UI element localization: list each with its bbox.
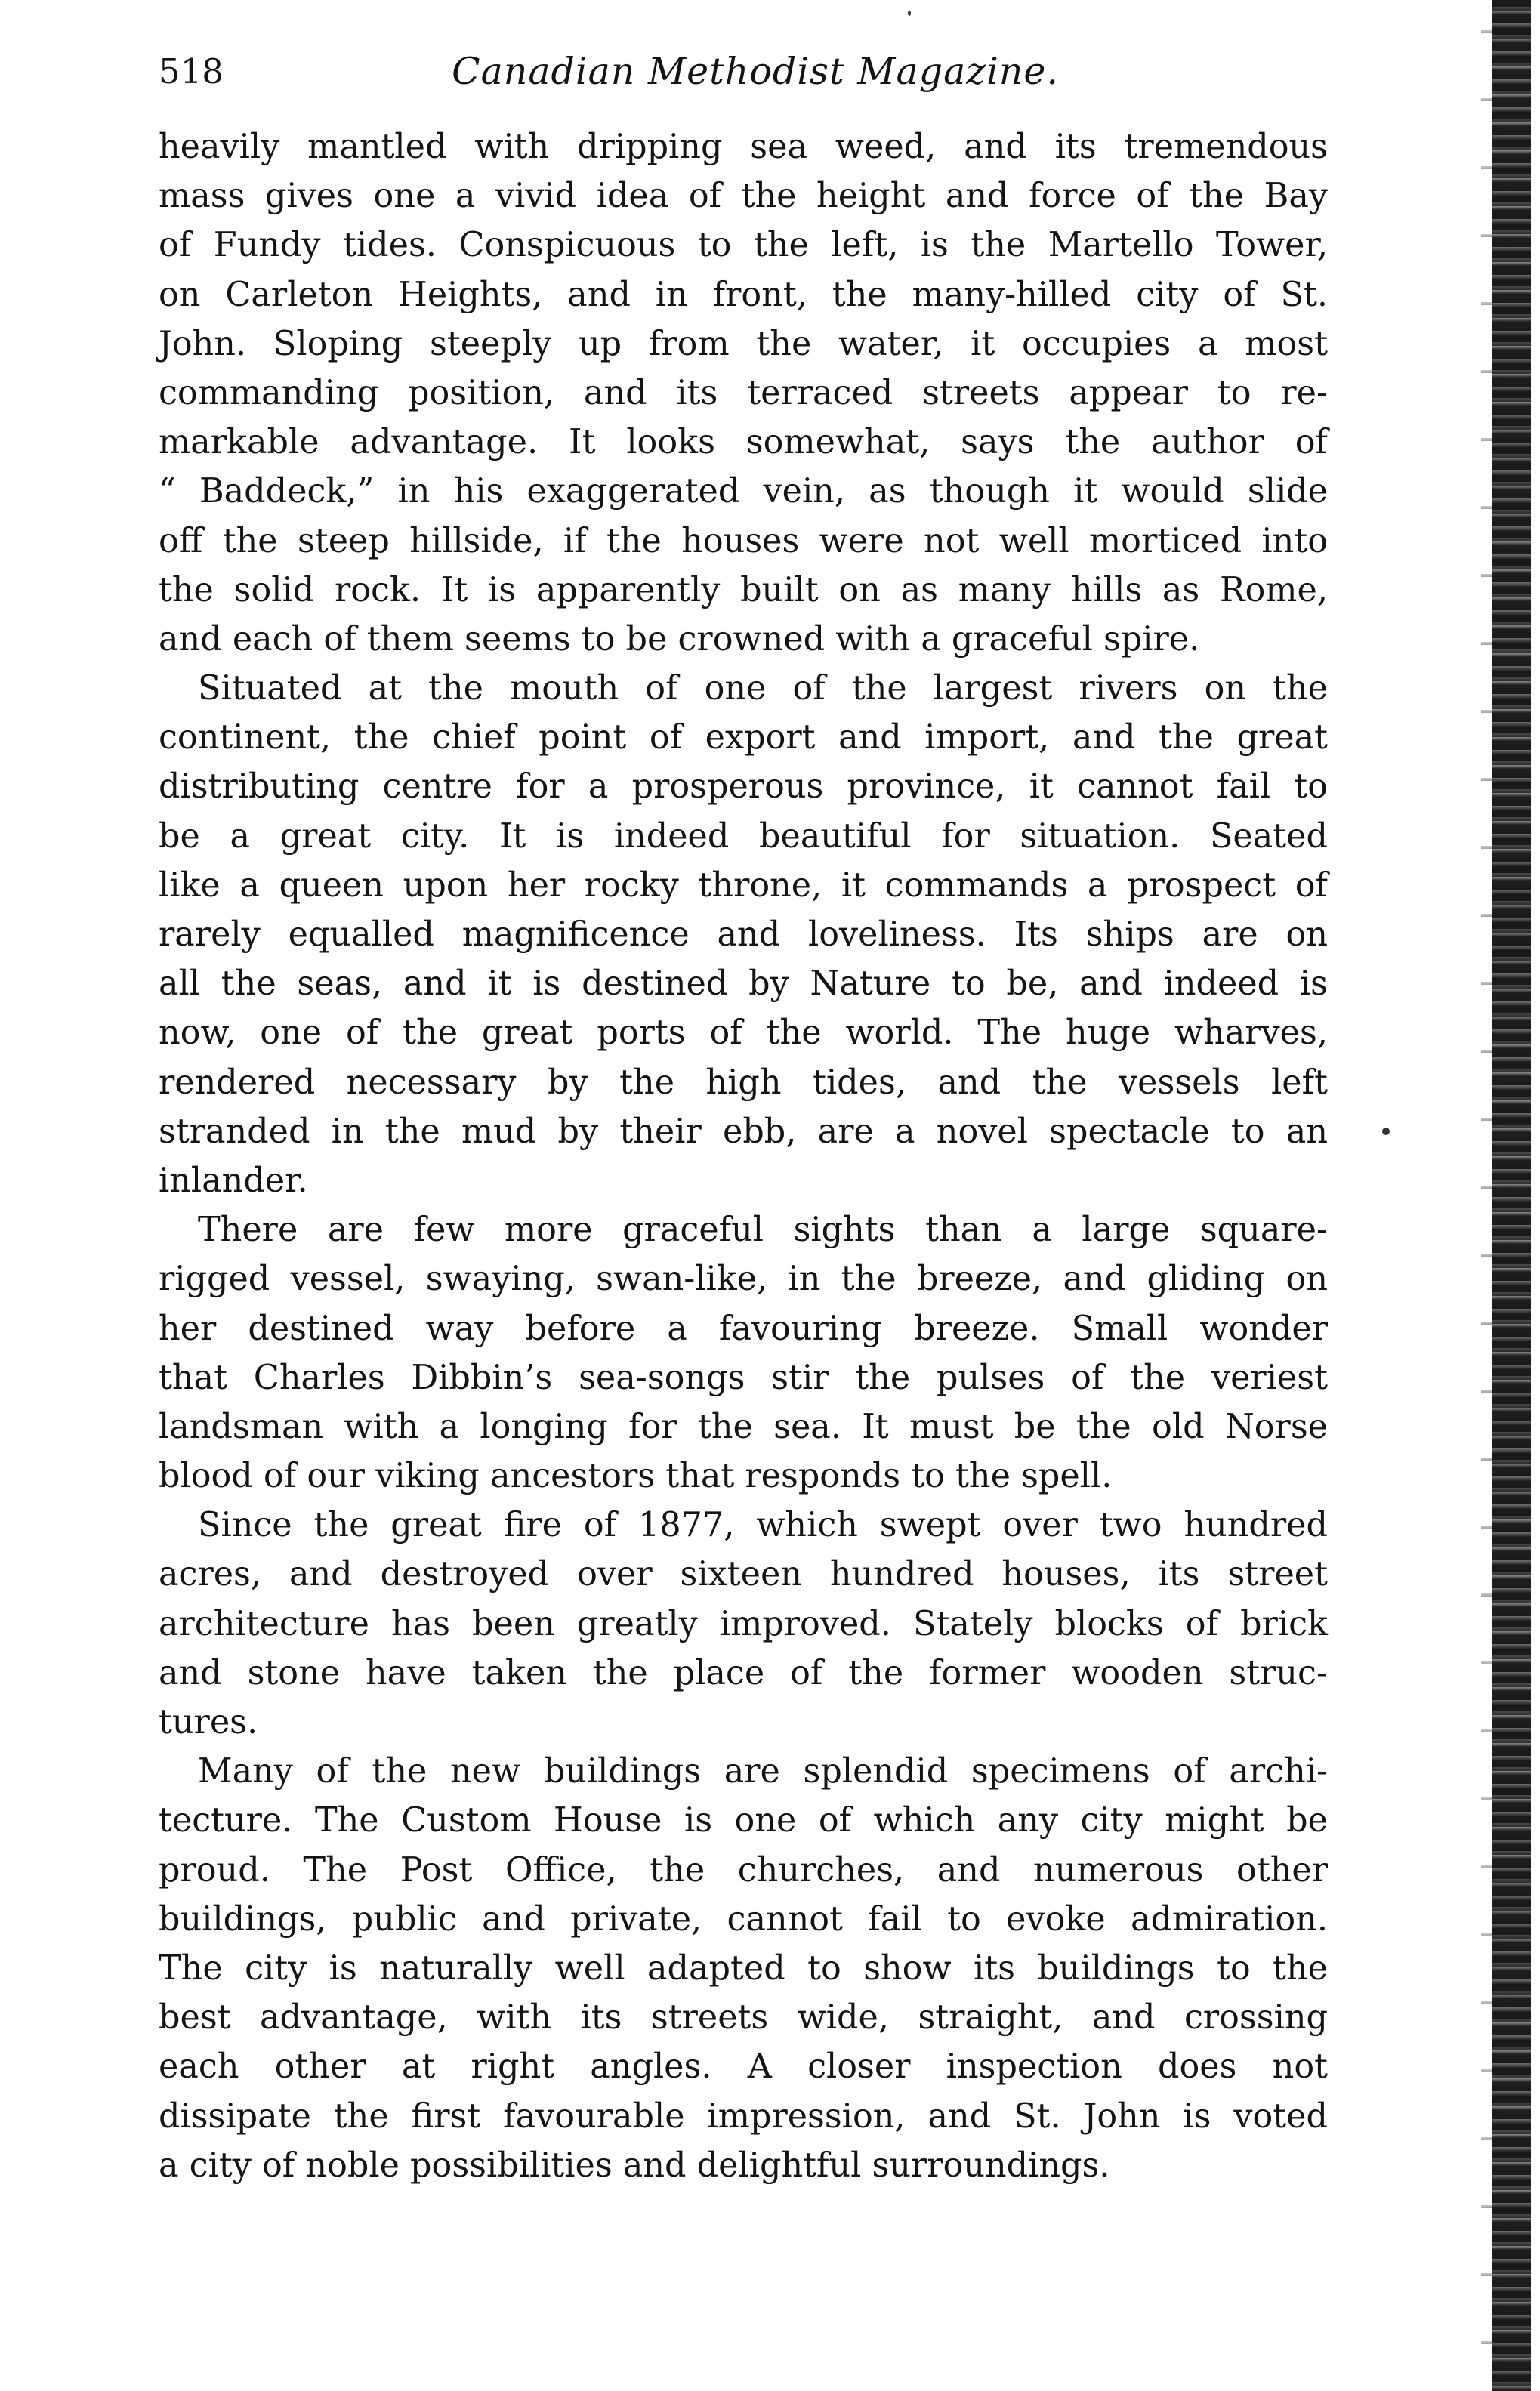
text-line: rendered necessary by the high tides, and the vessels left: [159, 1063, 1328, 1102]
text-line: the solid rock. It is apparently built on as many hills as Rome,: [159, 570, 1328, 609]
text-line: mass gives one a vivid idea of the height and force of the Bay: [159, 177, 1328, 216]
body-text: [159, 122, 1328, 2190]
text-line: that Charles Dibbin’s sea-songs stir the pulses of the veriest: [159, 1358, 1328, 1397]
text-line: heavily mantled with dripping sea weed, and its tremendous: [159, 128, 1328, 166]
text-line: architecture has been greatly improved. Stately blocks of brick: [159, 1604, 1328, 1643]
ink-speck: [1382, 1128, 1390, 1135]
page-number: 518: [159, 51, 224, 91]
text-line: stranded in the mud by their ebb, are a novel spectacle to an: [159, 1112, 1328, 1151]
text-line: all the seas, and it is destined by Nature to be, and indeed is: [159, 964, 1328, 1004]
running-title: Canadian Methodist Magazine.: [452, 50, 1059, 93]
text-line: and each of them seems to be crowned with a graceful spire.: [159, 619, 1200, 659]
text-line: tures.: [159, 1703, 258, 1742]
text-line: like a queen upon her rocky throne, it commands a prospect of: [159, 865, 1328, 905]
text-line: and stone have taken the place of the former wooden struc-: [159, 1653, 1328, 1692]
text-line: John. Sloping steeply up from the water, it occupies a most: [159, 324, 1328, 363]
text-line: inlander.: [159, 1161, 308, 1200]
text-line: markable advantage. It looks somewhat, says the author of: [159, 423, 1328, 462]
text-line: distributing centre for a prosperous province, it cannot fail to: [159, 767, 1328, 807]
text-line: now, one of the great ports of the world. The huge wharves,: [159, 1013, 1328, 1053]
text-line: Situated at the mouth of one of the largest rivers on the: [198, 669, 1328, 708]
text-line: rigged vessel, swaying, swan-like, in the breeze, and gliding on: [159, 1260, 1328, 1299]
text-line: “ Baddeck,” in his exaggerated vein, as though it would slide: [159, 472, 1328, 511]
text-line: on Carleton Heights, and in front, the many-hilled city of St.: [159, 275, 1328, 314]
text-line: continent, the chief point of export and import, and the great: [159, 718, 1328, 757]
text-line: blood of our viking ancestors that responds to the spell.: [159, 1457, 1113, 1496]
text-line: best advantage, with its streets wide, straight, and crossing: [159, 1998, 1328, 2038]
text-line: acres, and destroyed over sixteen hundred houses, its street: [159, 1555, 1328, 1594]
page-header: [159, 45, 1352, 98]
text-line: of Fundy tides. Conspicuous to the left, is the Martello Tower,: [159, 226, 1328, 265]
text-line: The city is naturally well adapted to show its buildings to the: [159, 1948, 1328, 1988]
text-line: dissipate the first favourable impression, and St. John is voted: [159, 2096, 1328, 2136]
text-line: Since the great fire of 1877, which swept over two hundred: [198, 1506, 1328, 1545]
text-line: off the steep hillside, if the houses were not well morticed into: [159, 521, 1328, 560]
text-line: be a great city. It is indeed beautiful for situation. Seated: [159, 816, 1328, 856]
text-line: There are few more graceful sights than a large square-: [198, 1211, 1328, 1250]
text-line: Many of the new buildings are splendid specimens of archi-: [198, 1752, 1328, 1791]
text-line: her destined way before a favouring breeze. Small wonder: [159, 1309, 1328, 1348]
scanned-page-edge: [1492, 0, 1531, 2391]
text-line: landsman with a longing for the sea. It must be the old Norse: [159, 1407, 1328, 1446]
text-line: buildings, public and private, cannot fail to evoke admiration.: [159, 1899, 1328, 1939]
text-line: each other at right angles. A closer inspection does not: [159, 2047, 1328, 2087]
text-line: a city of noble possibilities and delightful surroundings.: [159, 2146, 1110, 2185]
text-line: commanding position, and its terraced streets appear to re-: [159, 373, 1328, 412]
text-line: proud. The Post Office, the churches, and numerous other: [159, 1850, 1328, 1890]
text-line: tecture. The Custom House is one of which any city might be: [159, 1801, 1328, 1840]
text-line: rarely equalled magnificence and loveliness. Its ships are on: [159, 915, 1328, 954]
ink-speck: [908, 11, 911, 16]
